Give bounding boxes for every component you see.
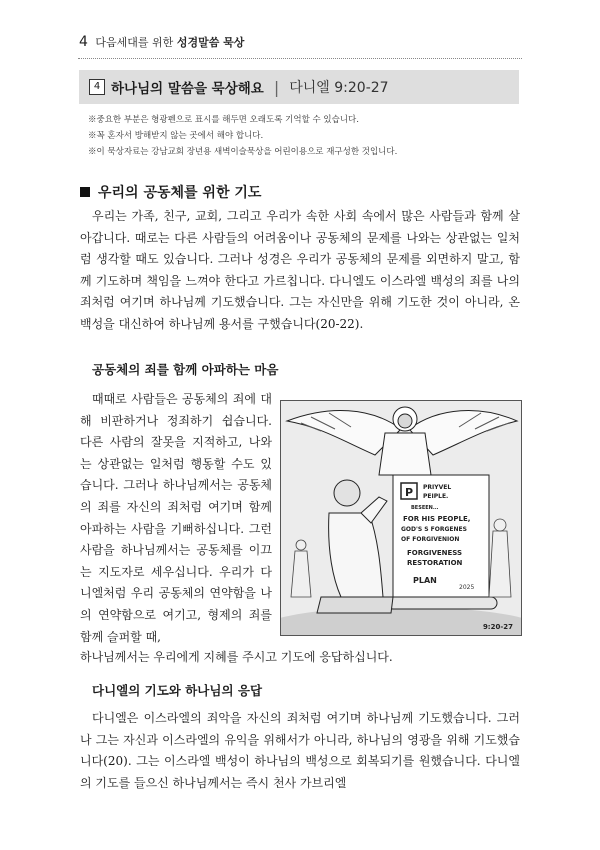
header-divider <box>78 58 522 59</box>
title-box <box>79 70 519 104</box>
square-bullet-icon <box>80 187 90 197</box>
scroll-line: RESTORATION <box>407 559 463 567</box>
plan-year: 2025 <box>459 584 475 591</box>
subsection-2-paragraph: 다니엘은 이스라엘의 죄악을 자신의 죄처럼 여기며 하나님께 기도했습니다. 그러나 그는 자신과 이스라엘의 유익을 위해서가 아니라, 하나님의 영광을 위해 기도했습니다(20). 그는 이스라엘 백성이 하나님의 백성으로 회복되기를 원했습니다. 다니엘의 기도를 들으신 하나님께서는 즉시 천사 가브리엘 <box>80 711 520 790</box>
page-number: 4 <box>79 34 88 50</box>
subsection-1-paragraph-end: 하나님께서는 우리에게 지혜를 주시고 기도에 응답하십니다. <box>80 650 393 664</box>
scroll-badge: P <box>404 486 414 499</box>
scroll-line: FOR HIS PEOPLE, <box>403 515 471 523</box>
illustration-caption: 9:20-27 <box>482 623 513 631</box>
section-heading <box>80 182 261 202</box>
note-item: ※이 묵상자료는 강남교회 장년용 새벽이슬묵상을 어린이용으로 재구성한 것입니다. <box>88 147 398 157</box>
scroll-line: OF FORGIVENION <box>401 536 460 543</box>
scroll-line: BESEEN... <box>411 505 439 511</box>
subsection-heading-1: 공동체의 죄를 함께 아파하는 마음 <box>92 362 279 377</box>
subsection-1-paragraph: 때때로 사람들은 공동체의 죄에 대해 비판하거나 정죄하기 쉽습니다. 다른 사람의 잘못을 지적하고, 나와는 상관없는 일처럼 행동할 수도 있습니다. 그러나 하나님께서는 공동체의 죄를 자신의 죄처럼 여기며 함께 아파하는 사람을 기뻐하십니다. 그런 사람을 하나님께서는 공동체를 이끄는 지도자로 세우십니다. 우리가 다니엘처럼 우리 공동체의 연약함을 나의 연약함으로 여기고, 형제의 죄를 함께 슬퍼할 때, <box>80 392 272 644</box>
notes <box>88 112 397 160</box>
section-heading-text: 우리의 공동체를 위한 기도 <box>98 185 262 201</box>
running-title-bold: 성경말씀 묵상 <box>176 36 245 49</box>
intro-paragraph: 우리는 가족, 친구, 교회, 그리고 우리가 속한 사회 속에서 많은 사람들과 함께 살아갑니다. 때로는 다른 사람들의 어려움이나 공동체의 문제를 나와는 상관없는 일처럼 생각할 때도 있습니다. 그러나 성경은 우리가 공동체의 문제를 외면하지 말고, 함께 기도하며 책임을 느껴야 한다고 가르칩니다. 다니엘도 이스라엘 백성의 죄를 나의 죄처럼 여기며 하나님께 기도했습니다. 그는 자신만을 위해 기도한 것이 아니라, 온 백성을 대신하여 하나님께 용서를 구했습니다(20-22). <box>80 209 520 331</box>
scroll-line: PLAN <box>413 576 437 585</box>
scroll-line: GOD'S S FORGENES <box>401 526 467 533</box>
page-title: 하나님의 말씀을 묵상해요 <box>111 81 264 97</box>
scroll-line: PEIPLE. <box>423 493 449 500</box>
scroll <box>387 475 497 609</box>
step-badge: 4 <box>89 79 105 95</box>
note-item: ※중요한 부분은 형광펜으로 표시를 해두면 오래도록 기억할 수 있습니다. <box>88 115 359 125</box>
illustration <box>280 400 522 636</box>
running-title: 다음세대를 위한 <box>95 36 174 49</box>
scroll-line: FORGIVENESS <box>407 549 463 557</box>
subsection-heading-2: 다니엘의 기도와 하나님의 응답 <box>92 683 263 698</box>
scripture-reference: 다니엘 9:20-27 <box>289 80 389 96</box>
scroll-line: PRIYVEL <box>423 484 452 491</box>
note-item: ※꼭 혼자서 방해받지 않는 곳에서 해야 합니다. <box>88 131 264 141</box>
running-header <box>79 34 244 50</box>
title-separator: | <box>273 77 280 97</box>
